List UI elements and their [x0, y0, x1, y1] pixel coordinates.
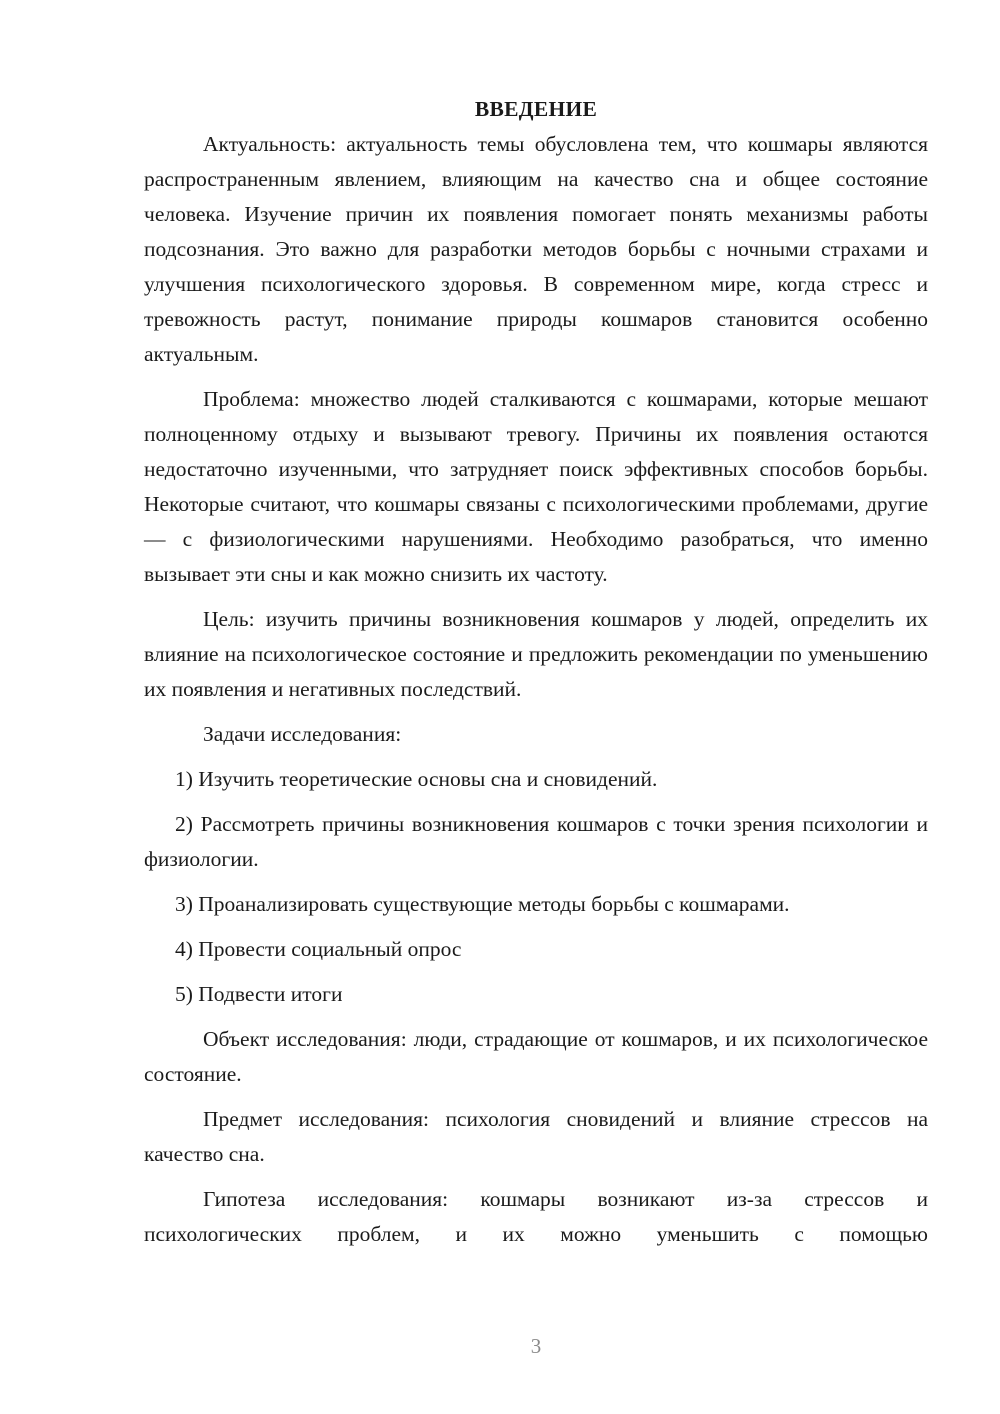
task-item-3: 3) Проанализировать существующие методы борьбы с кошмарами. [175, 892, 790, 916]
task-item-2: 2) Рассмотреть причины возникновения кошмаров с точки зрения психологии и физиологии. [144, 812, 928, 871]
section-heading: ВВЕДЕНИЕ [474, 97, 598, 121]
document-page [144, 92, 928, 1252]
hypothesis-paragraph: Гипотеза исследования: кошмары возникают из-за стрессов и психологических проблем, и их можно уменьшить с помощью [144, 1187, 928, 1246]
task-item-4: 4) Провести социальный опрос [175, 937, 462, 961]
task-item-5: 5) Подвести итоги [175, 982, 343, 1006]
subject-paragraph: Предмет исследования: психология сновидений и влияние стрессов на качество сна. [144, 1107, 928, 1166]
object-paragraph: Объект исследования: люди, страдающие от кошмаров, и их психологическое состояние. [144, 1027, 928, 1086]
page-number: 3 [530, 1334, 542, 1358]
task-item-1: 1) Изучить теоретические основы сна и сновидений. [175, 767, 658, 791]
problem-paragraph: Проблема: множество людей сталкиваются с кошмарами, которые мешают полноценному отдыху и вызывают тревогу. Причины их появления остаются недостаточно изученными, что затрудняет поиск эффективных способов борьбы. Некоторые считают, что кошмары связаны с психологическими проблемами, другие — с физиологическими нарушениями. Необходимо разобраться, что именно вызывает эти сны и как можно снизить их частоту. [144, 387, 928, 586]
tasks-intro: Задачи исследования: [203, 722, 402, 746]
relevance-paragraph: Актуальность: актуальность темы обусловлена тем, что кошмары являются распространенным явлением, влияющим на качество сна и общее состояние человека. Изучение причин их появления помогает понять механизмы работы подсознания. Это важно для разработки методов борьбы с ночными страхами и улучшения психологического здоровья. В современном мире, когда стресс и тревожность растут, понимание природы кошмаров становится особенно актуальным. [144, 132, 928, 366]
goal-paragraph: Цель: изучить причины возникновения кошмаров у людей, определить их влияние на психологическое состояние и предложить рекомендации по уменьшению их появления и негативных последствий. [144, 607, 928, 701]
